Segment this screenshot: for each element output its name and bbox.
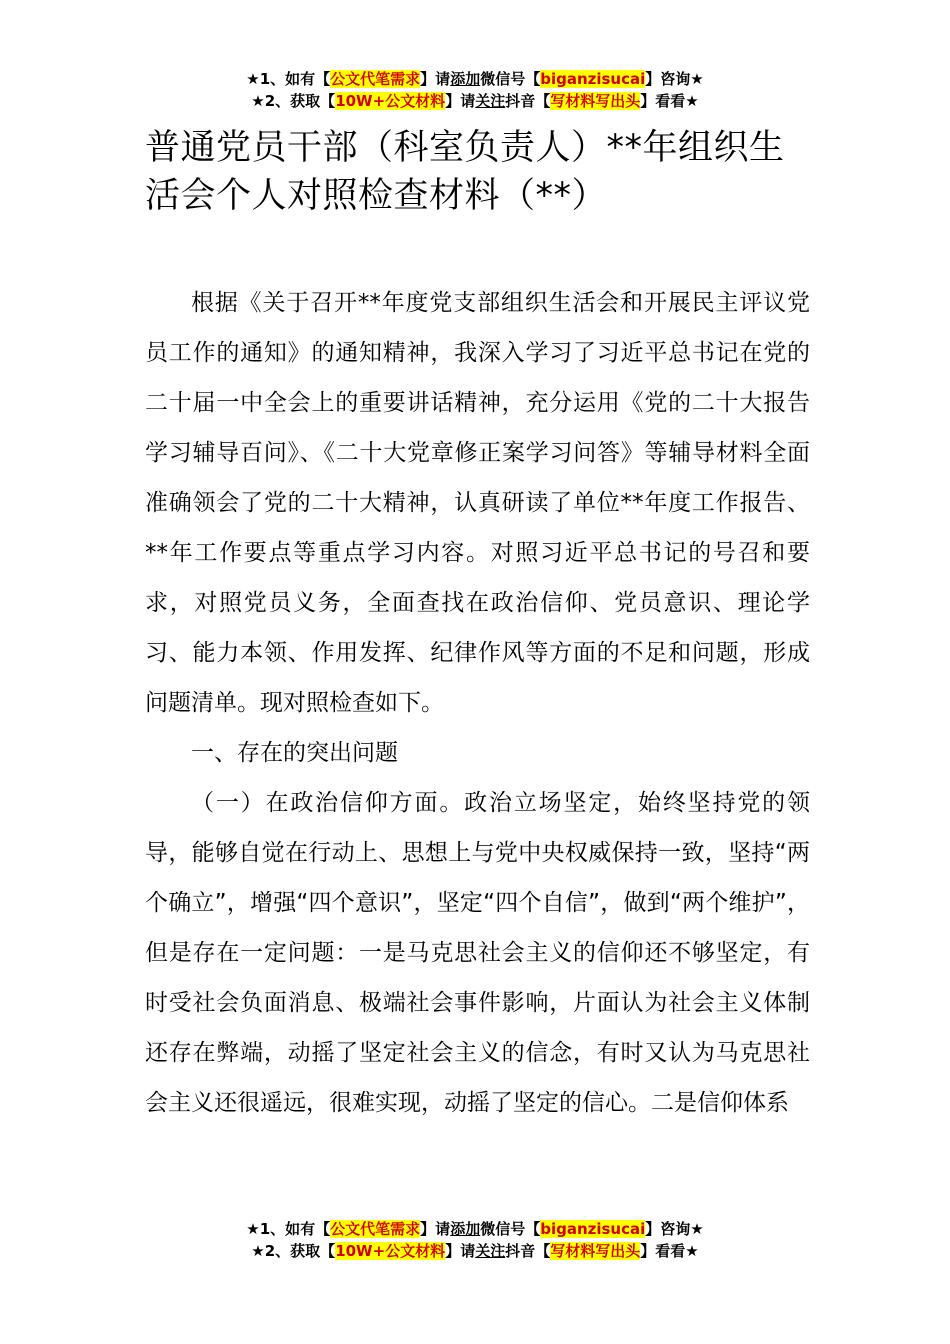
highlight-wechat-id: biganzisucai [540,1220,646,1238]
bottom-banner [0,1218,950,1262]
highlight-wechat-id: biganzisucai [540,70,646,88]
banner-line-1: ★1、如有【公文代笔需求】请添加微信号【biganzisucai】咨询★ [246,70,704,88]
banner-line-2: ★2、获取【10W+公文材料】请关注抖音【写材料写出头】看看★ [251,92,699,110]
highlight-materials: 10W+公文材料 [335,1242,446,1260]
highlight-douyin: 写材料写出头 [550,92,641,110]
paragraph-intro: 根据《关于召开**年度党支部组织生活会和开展民主评议党员工作的通知》的通知精神，我深入学习了习近平总书记在党的二十届一中全会上的重要讲话精神，充分运用《党的二十大报告学习辅导百问》、《二十大党章修正案学习问答》等辅导材料全面准确领会了党的二十大精神，认真研读了单位**年度工作报告、**年工作要点等重点学习内容。对照习近平总书记的号召和要求，对照党员义务，全面查找在政治信仰、党员意识、理论学习、能力本领、作用发挥、纪律作风等方面的不足和问题，形成问题清单。现对照检查如下。 [145,290,810,716]
document-body [145,278,810,1128]
top-banner [0,68,950,112]
highlight-douyin: 写材料写出头 [550,1242,641,1260]
banner-line-2: ★2、获取【10W+公文材料】请关注抖音【写材料写出头】看看★ [251,1242,699,1260]
document-title: 普通党员干部（科室负责人）**年组织生活会个人对照检查材料（**） [145,128,785,216]
banner-line-1: ★1、如有【公文代笔需求】请添加微信号【biganzisucai】咨询★ [246,1220,704,1238]
paragraph-political-belief: （一）在政治信仰方面。政治立场坚定，始终坚持党的领导，能够自觉在行动上、思想上与党中央权威保持一致，坚持“两个确立”，增强“四个意识”，坚定“四个自信”，做到“两个维护”，但是存在一定问题：一是马克思社会主义的信仰还不够坚定，有时受社会负面消息、极端社会事件影响，片面认为社会主义体制还存在弊端，动摇了坚定社会主义的信念，有时又认为马克思社会主义还很遥远，很难实现，动摇了坚定的信心。二是信仰体系 [145,790,810,1116]
highlight-materials: 10W+公文材料 [335,92,446,110]
highlight-service: 公文代笔需求 [330,70,421,88]
section-heading: 一、存在的突出问题 [191,740,398,766]
highlight-service: 公文代笔需求 [330,1220,421,1238]
